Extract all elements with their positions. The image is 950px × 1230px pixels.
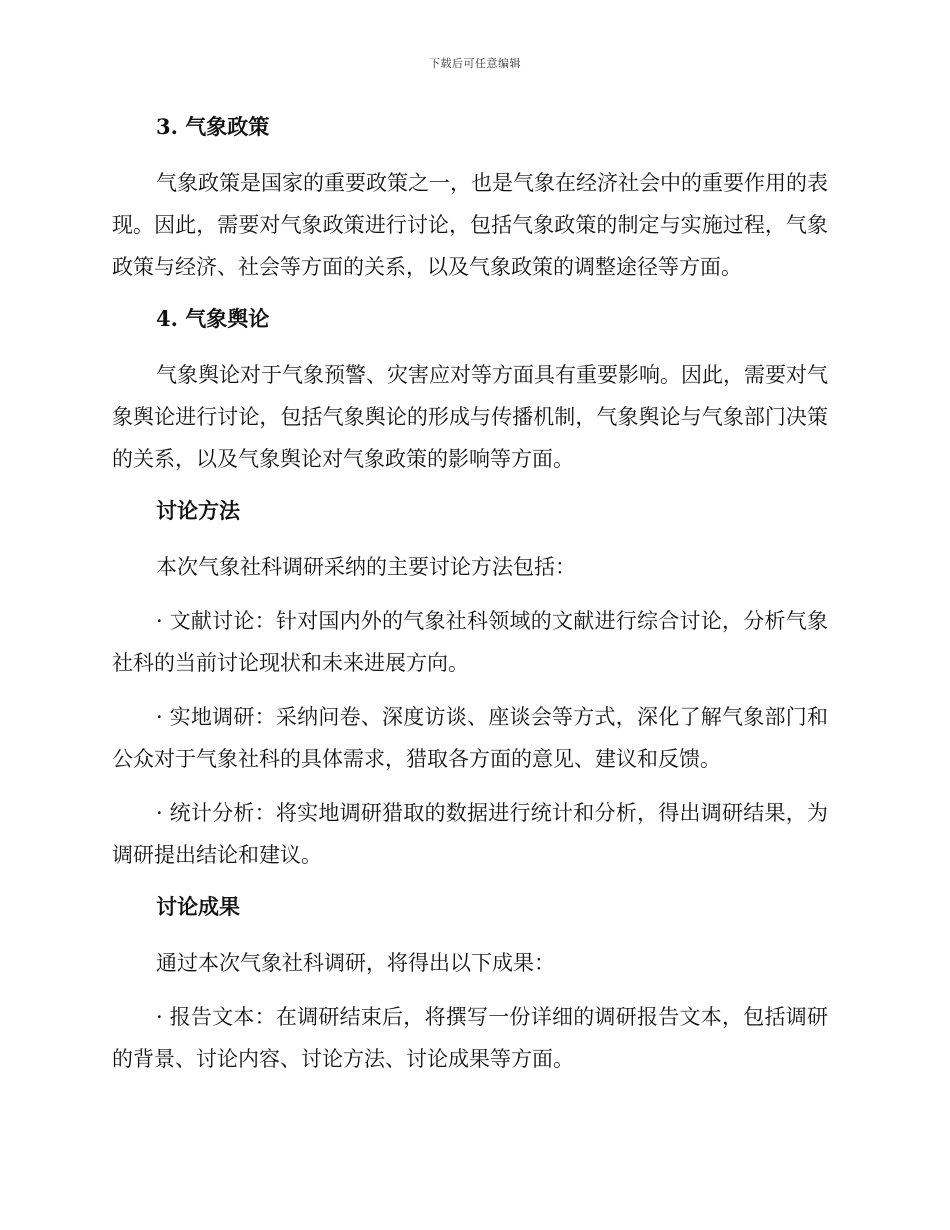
para-method-literature: · 文献讨论：针对国内外的气象社科领域的文献进行综合讨论，分析气象社科的当前讨论现状和未来进展方向。	[112, 609, 828, 675]
para-weather-policy: 气象政策是国家的重要政策之一，也是气象在经济社会中的重要作用的表现。因此，需要对气象政策进行讨论，包括气象政策的制定与实施过程，气象政策与经济、社会等方面的关系，以及气象政策的调整途径等方面。	[112, 171, 828, 279]
heading-methods: 讨论方法	[156, 498, 240, 523]
heading-weather-policy: 3. 气象政策	[156, 114, 270, 139]
document-body	[112, 108, 828, 1092]
para-result-report: · 报告文本：在调研结束后，将撰写一份详细的调研报告文本，包括调研的背景、讨论内容、讨论方法、讨论成果等方面。	[112, 1005, 828, 1071]
para-method-statistics: · 统计分析：将实地调研猎取的数据进行统计和分析，得出调研结果，为调研提出结论和建议。	[112, 801, 828, 867]
para-results-intro: 通过本次气象社科调研，将得出以下成果：	[156, 951, 555, 975]
heading-results: 讨论成果	[156, 894, 240, 919]
para-public-opinion: 气象舆论对于气象预警、灾害应对等方面具有重要影响。因此，需要对气象舆论进行讨论，包括气象舆论的形成与传播机制，气象舆论与气象部门决策的关系，以及气象舆论对气象政策的影响等方面。	[112, 363, 828, 471]
para-methods-intro: 本次气象社科调研采纳的主要讨论方法包括：	[156, 555, 576, 579]
page-header: 下载后可任意编辑	[429, 57, 521, 70]
para-method-fieldwork: · 实地调研：采纳问卷、深度访谈、座谈会等方式，深化了解气象部门和公众对于气象社科的具体需求，猎取各方面的意见、建议和反馈。	[112, 705, 828, 771]
heading-public-opinion: 4. 气象舆论	[156, 306, 270, 331]
